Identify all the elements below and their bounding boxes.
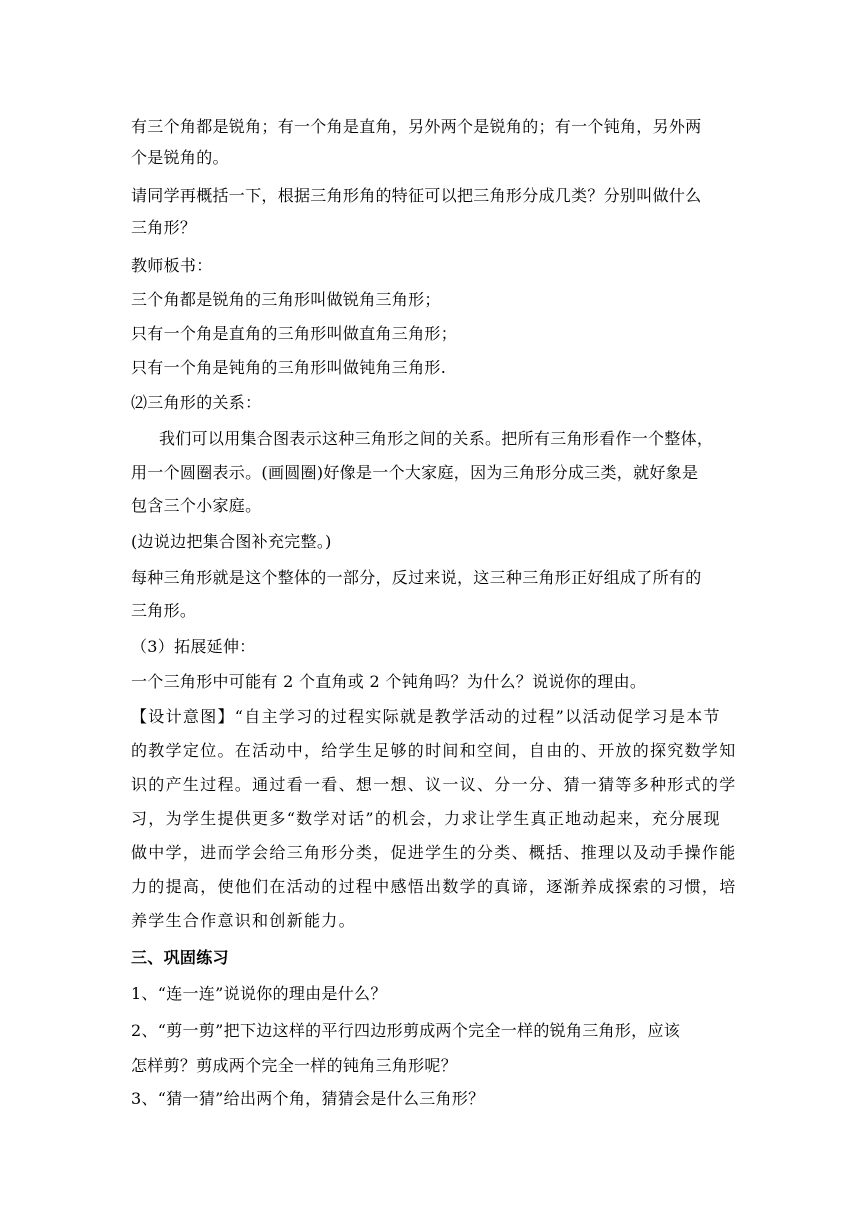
text-line: 三个角都是锐角的三角形叫做锐角三角形； xyxy=(131,290,441,309)
text-line: 用一个圆圈表示。(画圆圈)好像是一个大家庭，因为三角形分成三类，就好象是 xyxy=(131,463,699,482)
text-line: 教师板书： xyxy=(131,256,213,275)
text-line: 每种三角形就是这个整体的一部分，反过来说，这三种三角形正好组成了所有的 xyxy=(131,568,702,587)
text-line: 我们可以用集合图表示这种三角形之间的关系。把所有三角形看作一个整体， xyxy=(159,429,714,448)
text-line: 只有一个角是钝角的三角形叫做钝角三角形. xyxy=(131,358,447,377)
text-line: 包含三个小家庭。 xyxy=(131,496,262,515)
text-line: 习，为学生提供更多“数学对话”的机会，力求让学生真正地动起来，充分展现 xyxy=(131,809,721,828)
text-line: 三角形？ xyxy=(131,218,197,237)
text-line: 个是锐角的。 xyxy=(131,148,229,167)
text-line: 怎样剪？剪成两个完全一样的钝角三角形呢？ xyxy=(131,1056,458,1075)
text-line: 识的产生过程。通过看一看、想一想、议一议、分一分、猜一猜等多种形式的学 xyxy=(131,775,737,794)
text-line: 力的提高，使他们在活动的过程中感悟出数学的真谛，逐渐养成探索的习惯，培 xyxy=(131,877,737,896)
section-heading: （3）拓展延伸： xyxy=(131,637,256,656)
text-line: 一个三角形中可能有 2 个直角或 2 个钝角吗？为什么？说说你的理由。 xyxy=(131,672,647,691)
text-line: 做中学，进而学会给三角形分类，促进学生的分类、概括、推理以及动手操作能 xyxy=(131,843,737,862)
text-line: 1、“连一连”说说你的理由是什么？ xyxy=(131,984,387,1003)
text-line: 有三个角都是锐角；有一个角是直角，另外两个是锐角的；有一个钝角，另外两 xyxy=(131,117,702,136)
text-line: 3、“猜一猜”给出两个角，猜猜会是什么三角形？ xyxy=(131,1089,485,1108)
text-line: (边说边把集合图补充完整。) xyxy=(131,532,332,551)
text-line: 只有一个角是直角的三角形叫做直角三角形； xyxy=(131,324,458,343)
text-line: 三角形。 xyxy=(131,601,197,620)
section-heading: 三、巩固练习 xyxy=(131,948,229,967)
text-line: 的教学定位。在活动中，给学生足够的时间和空间，自由的、开放的探究数学知 xyxy=(131,741,737,760)
text-line: 【设计意图】“自主学习的过程实际就是教学活动的过程”以活动促学习是本节 xyxy=(131,707,721,726)
text-line: 2、“剪一剪”把下边这样的平行四边形剪成两个完全一样的锐角三角形，应该 xyxy=(131,1021,681,1040)
section-heading: ⑵三角形的关系： xyxy=(131,393,262,412)
text-line: 养学生合作意识和创新能力。 xyxy=(131,911,356,930)
text-line: 请同学再概括一下，根据三角形角的特征可以把三角形分成几类？分别叫做什么 xyxy=(131,186,702,205)
